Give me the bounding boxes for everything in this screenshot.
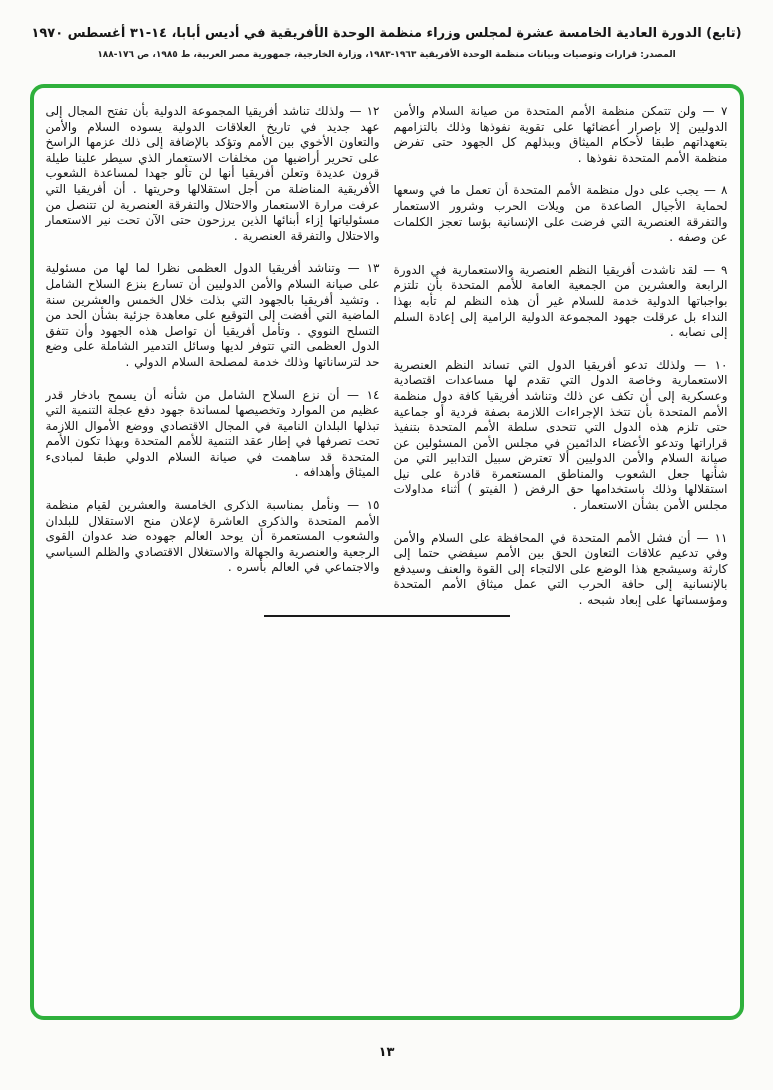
content-frame	[30, 84, 744, 1020]
right-column	[394, 104, 728, 609]
paragraph-10: ١٠ — ولذلك تدعو أفريقيا الدول التي تساند النظم العنصرية الاستعمارية وخاصة الدول التي تقدم لها مساعدات اقتصادية وعسكرية إلى أن تكف عن ذلك وتناشد أفريقيا كافة دول منظمة الأمم المتحدة بأن تتخذ الإجراءات اللازمة بصفة فردية أو جماعية حتى تلزم هذه الدول التي تتحدى سلطة الأمم المتحدة بتنفيذ قراراتها وتدعو الأعضاء الدائمين في مجلس الأمن المسئولين عن صيانة السلام والأمن الدوليين ألا تعترض سبيل التدابير التي من شأنها جعل الشعوب والمناطق المستعمرة قادرة على نيل استقلالها وذلك باستخدامها حق الرفض ( الفيتو ) أثناء مداولات مجلس الأمن بشأن الاستعمار .	[393, 357, 728, 513]
document-header	[0, 0, 773, 60]
section-divider	[264, 615, 510, 617]
left-column	[46, 104, 380, 609]
paragraph-13: ١٣ — وتناشد أفريقيا الدول العظمى نظرا لما لها من مسئولية على صيانة السلام والأمن الدوليين أن تسارع بنزع السلاح الشامل . وتشيد أفريقيا بالجهود التي بذلت خلال الخمس والعشرين سنة الماضية التي أفضت إلى التوقيع على معاهدة جزئية بشأن الحد من التسلح النووي . وتأمل أفريقيا أن تواصل هذه الجهود وأن تتفق الدول العظمى التي تتوفر لديها وسائل التدمير الشاملة على وضع حد لترساناتها وذلك خدمة لمصلحة السلام الدولي .	[45, 261, 380, 369]
paragraph-7: ٧ — ولن تتمكن منظمة الأمم المتحدة من صيانة السلام والأمن الدوليين إلا بإصرار أعضائها على تقوية نفوذها وذلك بالتزامهم بتعهداتهم طبقا لأحكام الميثاق وببذلهم كل الجهود حتى تفرض منظمة الأمم المتحدة نفوذها .	[393, 104, 728, 165]
source-citation: المصدر: قرارات وتوصيات وبيانات منظمة الوحدة الأفريقية ١٩٦٣-١٩٨٣، وزارة الخارجية، جمهورية مصر العربية، ط ١٩٨٥، ص ١٧٦-١٨٨	[97, 50, 676, 60]
paragraph-15: ١٥ — ونأمل بمناسبة الذكرى الخامسة والعشرين لقيام منظمة الأمم المتحدة والذكرى العاشرة لإعلان منح الاستقلال للبلدان والشعوب المستعمرة أن يوحد العالم جهوده ضد عدوان القوى الرجعية والعنصرية والجهالة والاستغلال الاقتصادي والظلم السياسي والاجتماعي في العالم بأسره .	[45, 498, 380, 575]
document-title: (تابع) الدورة العادية الخامسة عشرة لمجلس وزراء منظمة الوحدة الأفريقية في أديس أبابا، ١٤-٣١ أغسطس ١٩٧٠	[31, 26, 742, 41]
paragraph-11: ١١ — أن فشل الأمم المتحدة في المحافظة على السلام والأمن وفي تدعيم علاقات التعاون الحق بين الأمم سيفضي حتما إلى كارثة وسيشجع هذا الوضع على الالتجاء إلى القوة والعنف وسيدفع بالإنسانية إلى حافة الحرب التي عمل ميثاق الأمم المتحدة ومؤسساتها على إبعاد شبحه .	[393, 530, 728, 608]
paragraph-9: ٩ — لقد ناشدت أفريقيا النظم العنصرية والاستعمارية في الدورة الرابعة والعشرين من الجمعية العامة للأمم المتحدة بأن تلتزم بواجباتها الدولية خدمة للسلام غير أن هذه النظم لم تأبه بهذا النداء بل عرقلت جهود المجموعة الدولية الرامية إلى إعادة السلم إلى نصابه .	[393, 262, 728, 340]
paragraph-8: ٨ — يجب على دول منظمة الأمم المتحدة أن تعمل ما في وسعها لحماية الأجيال الصاعدة من ويلات الحرب وشرور الاستعمار والتفرقة العنصرية التي فرضت على الإنسانية بؤسا تعجز الكلمات عن وصفه .	[393, 183, 728, 245]
page-number: ١٣	[378, 1045, 395, 1060]
paragraph-14: ١٤ — أن نزع السلاح الشامل من شأنه أن يسمح بادخار قدر عظيم من الموارد وتخصيصها لمساندة جهود دفع عجلة التنمية التي تبذلها البلدان النامية في المجال الاقتصادي ووضع الأموال اللازمة تحت تصرفها في إطار عقد التنمية للأمم المتحدة وبهذا تكون الأمم المتحدة قد ساهمت في صيانة السلام الدولي طبقا لمبادىء الميثاق وأهدافه .	[45, 387, 380, 480]
two-column-text	[46, 104, 728, 609]
paragraph-12: ١٢ — ولذلك تناشد أفريقيا المجموعة الدولية بأن تفتح المجال إلى عهد جديد في تاريخ العلاقات الدولية يسوده السلام والأمن والتعاون الأخوي بين الأمم وتؤكد بالإضافة إلى ذلك عزمها الراسخ على تحرير أراضيها من مخلفات الاستعمار الذي سيطر علينا طيلة قرون عديدة وتعلن أفريقيا أنها لن تألو جهدا لمساعدة الشعوب الأفريقية المناضلة من أجل استقلالها وحريتها . أن أفريقيا التي عرفت مرارة الاستعمار والاحتلال والتفرقة العنصرية لن تتنصل من مسئولياتها إزاء أبنائها الذين يرزحون حتى الآن تحت نير الاستعمار والاحتلال والتفرقة العنصرية .	[45, 104, 380, 243]
